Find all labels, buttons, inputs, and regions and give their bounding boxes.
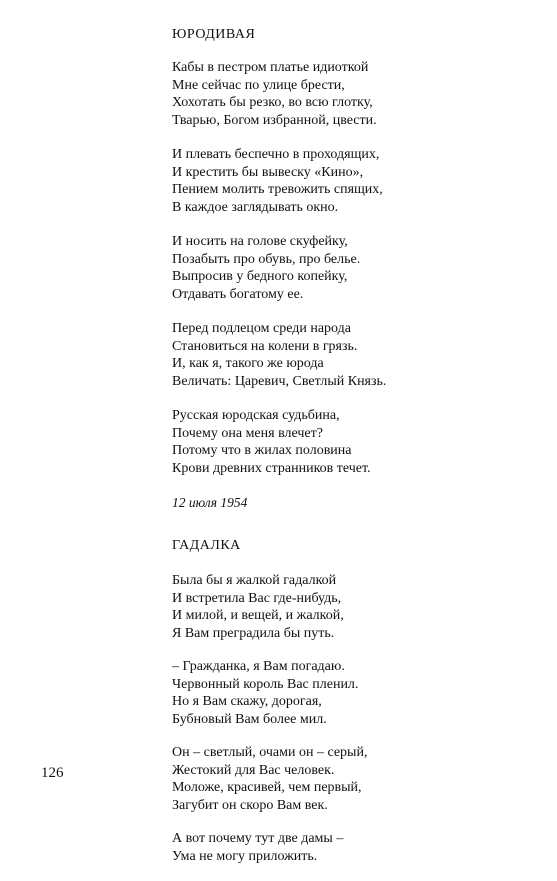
- page-content: [172, 26, 532, 881]
- stanza: [172, 572, 532, 642]
- stanza: [172, 658, 532, 728]
- poem-line: И встретила Вас где-нибудь,: [172, 590, 342, 606]
- poem-line: И плевать беспечно в проходящих,: [172, 147, 380, 162]
- poem-line: И милой, и вещей, и жалкой,: [172, 608, 344, 623]
- stanza: [172, 59, 532, 129]
- poem-line: Жестокий для Вас человек.: [172, 762, 335, 778]
- stanza: [172, 830, 532, 865]
- poem-line: Кабы в пестром платье идиоткой: [172, 60, 369, 75]
- stanza: [172, 146, 532, 216]
- page-number: 126: [41, 765, 64, 781]
- poem-line: И крестить бы вывеску «Кино»,: [172, 164, 364, 180]
- poem-date: 12 июля 1954: [172, 495, 248, 510]
- poem-title: ГАДАЛКА: [172, 538, 241, 553]
- stanza: [172, 320, 532, 390]
- poem-line: Русская юродская судьбина,: [172, 408, 340, 423]
- poem-title: ЮРОДИВАЯ: [172, 27, 256, 42]
- poem-line: Величать: Царевич, Светлый Князь.: [172, 373, 387, 389]
- stanza: [172, 233, 532, 303]
- poem-line: Выпросив у бедного копейку,: [172, 269, 348, 284]
- poem-line: Но я Вам скажу, дорогая,: [172, 694, 322, 709]
- poem-line: А вот почему тут две дамы –: [172, 831, 344, 846]
- poem-line: Пением молить тревожить спящих,: [172, 182, 383, 197]
- stanza: [172, 744, 532, 814]
- poem-line: Ума не могу приложить.: [172, 848, 318, 864]
- poem-line: Была бы я жалкой гадалкой: [172, 573, 337, 588]
- poem-yurodivaya: [172, 26, 532, 511]
- poem-line: Отдавать богатому ее.: [172, 286, 304, 302]
- poem-line: Хохотать бы резко, во всю глотку,: [172, 95, 373, 110]
- poem-line: Тварью, Богом избранной, цвести.: [172, 112, 377, 128]
- poem-line: Бубновый Вам более мил.: [172, 711, 327, 727]
- poem-line: Крови древних странников течет.: [172, 460, 371, 476]
- poem-line: Он – светлый, очами он – серый,: [172, 745, 368, 760]
- poem-line: Червонный король Вас пленил.: [172, 676, 359, 692]
- poem-line: Перед подлецом среди народа: [172, 321, 351, 336]
- poem-line: Я Вам преградила бы путь.: [172, 625, 335, 641]
- poem-line: Становиться на колени в грязь.: [172, 338, 358, 354]
- poem-line: И, как я, такого же юрода: [172, 356, 324, 371]
- poem-line: В каждое заглядывать окно.: [172, 199, 339, 215]
- poem-line: – Гражданка, я Вам погадаю.: [172, 659, 345, 674]
- poem-line: Мне сейчас по улице брести,: [172, 77, 345, 93]
- poem-line: Загубит он скоро Вам век.: [172, 797, 328, 813]
- poem-line: Позабыть про обувь, про белье.: [172, 251, 361, 267]
- poem-line: Потому что в жилах половина: [172, 443, 352, 458]
- stanza: [172, 407, 532, 477]
- poem-gadalka: [172, 537, 532, 865]
- poem-line: Почему она меня влечет?: [172, 425, 323, 441]
- poem-line: Моложе, красивей, чем первый,: [172, 780, 362, 795]
- poem-line: И носить на голове скуфейку,: [172, 234, 348, 249]
